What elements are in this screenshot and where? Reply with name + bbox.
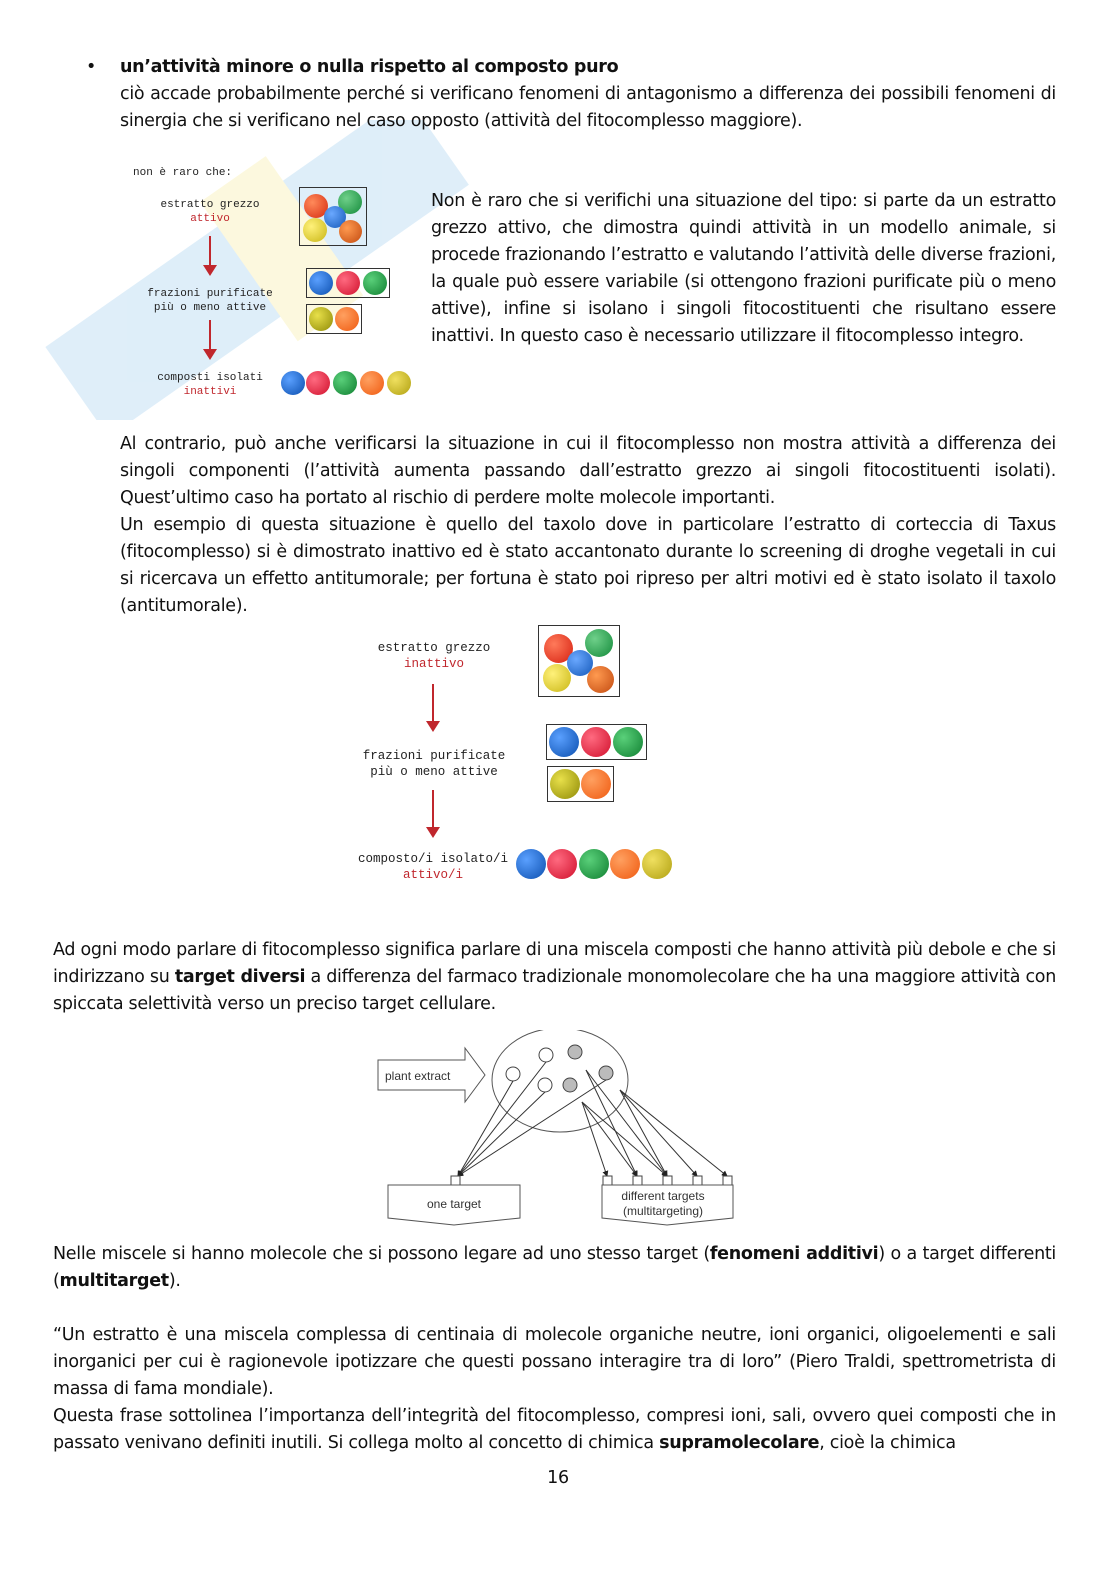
fraction-box-1: [546, 724, 647, 760]
fig2-crude-label: estratto grezzo inattivo: [377, 641, 491, 671]
fraction-box-2: [547, 766, 614, 802]
bullet-text: ciò accade probabilmente perché si verificano fenomeni di antagonismo a differenza dei possibili fenomeni di sinergia che si verificano nel caso opposto (attività del fitocomplesso maggiore).: [120, 84, 1056, 131]
multitarget-diagram: [370, 1030, 740, 1230]
fig1-fractions-label: frazioni purificate più o meno attive: [147, 288, 273, 314]
page-number: 16: [547, 1468, 569, 1488]
fig2-isolated-label: composto/i isolato/i attivo/i: [357, 852, 509, 882]
down-arrow-icon: [209, 236, 211, 272]
down-arrow-icon: [432, 790, 434, 834]
paragraph-phytocomplex: Ad ogni modo parlare di fitocomplesso significa parlare di una miscela composti che hanno attività più debole e che si indirizzano su target diversi a differenza del farmaco tradizionale monomolecolare che ha una maggiore attività con spiccata selettività verso un preciso target cellulare.: [53, 940, 1056, 1014]
fig1-header: non è raro che:: [133, 167, 233, 179]
fig2-fractions-label: frazioni purificate più o meno attive: [362, 749, 506, 779]
fig1-isolated-label: composti isolati inattivi: [157, 372, 263, 398]
down-arrow-icon: [432, 684, 434, 728]
bullet-block: [120, 54, 1056, 135]
one-target-label: one target: [426, 1197, 482, 1211]
bullet-title: un’attività minore o nulla rispetto al composto puro: [120, 57, 619, 77]
paragraph-integrity: Questa frase sottolinea l’importanza dell’integrità del fitocomplesso, compresi ioni, sali, ovvero quei composti che in passato venivano definiti inutili. Si collega molto al concetto di chimica supramolecolare, cioè la chimica: [53, 1406, 1056, 1453]
fraction-box-2: [306, 304, 362, 334]
fig1-description: Non è raro che si verifichi una situazione del tipo: si parte da un estratto grezzo attivo, che dimostra quindi attività in un modello animale, si procede frazionando l’estratto e valutando l’attività delle diverse frazioni, la quale può essere variabile (si ottengono frazioni purificate più o meno attive), infine si isolano i singoli fitocostituenti che risultano essere inattivi. In questo caso è necessario utilizzare il fitocomplesso integro.: [431, 191, 1056, 346]
plant-extract-label: plant extract: [385, 1069, 451, 1083]
bullet-dot: •: [86, 57, 97, 77]
paragraph-mixtures: Nelle miscele si hanno molecole che si possono legare ad uno stesso target (fenomeni additivi) o a target differenti (multitarget).: [53, 1244, 1056, 1291]
different-targets-label: different targets: [621, 1189, 705, 1203]
multitargeting-label: (multitargeting): [622, 1204, 704, 1218]
down-arrow-icon: [209, 320, 211, 356]
crude-balls-box: [299, 187, 367, 246]
crude-balls-box: [538, 625, 620, 697]
fig1-crude-label: estratto grezzo attivo: [160, 199, 260, 225]
paragraph-contrary: Al contrario, può anche verificarsi la situazione in cui il fitocomplesso non mostra attività a differenza dei singoli componenti (l’attività aumenta passando dall’estratto grezzo ai singoli fitocostituenti isolati). Quest’ultimo caso ha portato al rischio di perdere molte molecole importanti.: [120, 434, 1056, 508]
fraction-box-1: [306, 268, 390, 298]
paragraph-quote: “Un estratto è una miscela complessa di centinaia di molecole organiche neutre, ioni organici, oligoelementi e sali inorganici per cui è ragionevole ipotizzare che questi possano interagire tra di loro” (Piero Traldi, spettrometrista di massa di fama mondiale).: [53, 1325, 1056, 1399]
paragraph-taxol: Un esempio di questa situazione è quello del taxolo dove in particolare l’estratto di corteccia di Taxus (fitocomplesso) si è dimostrato inattivo ed è stato accantonato durante lo screening di droghe vegetali in cui si ricercava un effetto antitumorale; per fortuna è stato poi ripreso per altri motivi ed è stato isolato il taxolo (antitumorale).: [120, 515, 1056, 616]
